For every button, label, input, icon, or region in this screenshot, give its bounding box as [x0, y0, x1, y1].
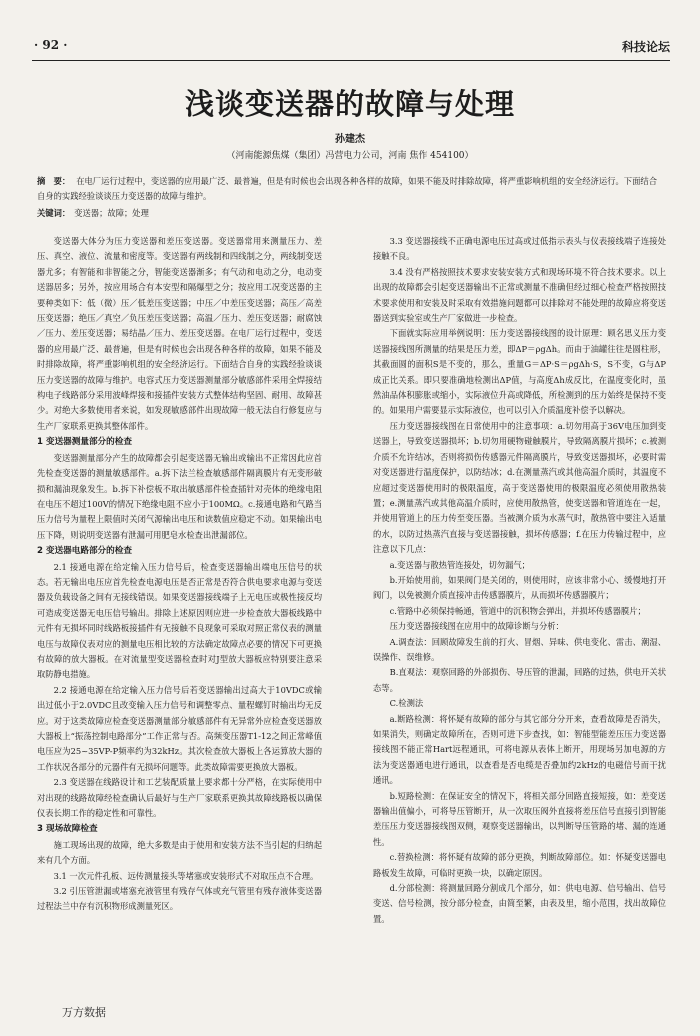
body-paragraph: 3.2 引压管泄漏或堵塞充液管里有残存气体或充气管里有残存液体变送器过程法兰中存有沉积物形成测量死区。 — [37, 886, 322, 912]
keywords-text: 变送器；故障；处理 — [74, 208, 149, 218]
body-paragraph: c.管路中必须保持畅通，管道中的沉积物会弹出，并损坏传感器膜片； — [389, 605, 646, 616]
body-paragraph: C.检测法 — [389, 698, 424, 709]
body-paragraph: 2.3 变送器在线路设计和工艺装配质量上要求都十分严格，在实际使用中对出现的线路故障经检查确认后最好与生产厂家联系更换其故障线路板以确保仪表长期工作的稳定性和可靠性。 — [37, 777, 322, 819]
body-paragraph: b.短路检测：在保证安全的情况下，将相关部分回路直接短接，如：差变送器输出值偏小，可将导压管断开，从一次取压阀外直接将差压信号直接引到智能差压压力变送器接线图双侧，观察变送器输出，以判断导压管路的堵、漏的连通性。 — [373, 790, 666, 847]
running-header — [34, 38, 670, 56]
abstract-text: 在电厂运行过程中，变送器的应用最广泛、最普遍，但是有时候也会出现各种各样的故障，如果不能及时排除故障，将严重影响机组的安全经济运行。下面结合自身的实践经验谈谈压力变送器的故障与维护。 — [37, 176, 657, 202]
body-paragraph: A.调查法：回顾故障发生前的打火、冒烟、异味、供电变化、雷击、潮湿、误操作、误维修。 — [373, 636, 666, 662]
body-paragraph: a.断路检测：将怀疑有故障的部分与其它部分分开来，查看故障是否消失，如果消失，则确定故障所在，否则可进下步查找，如：智能型能差压压力变送器接线图不能正常Hart远程通讯，可将电源从表体上断开，用现场另加电源的方法为变送器通电进行通讯，以查看是否电缆是否叠加约2kHz的电磁信号而干扰通讯。 — [373, 713, 666, 786]
keywords-label: 关键词： — [37, 208, 71, 218]
body-paragraph: 2.1 接通电源在给定输入压力信号后，检查变送器输出端电压信号的状态。若无输出电压应首先检查电源电压是否正常是否符合供电要求电源与变送器及负载设备之间有无接线错误。如果变送器接线端子上无电压或极性接反均可造成变送器无电压信号输出。排除上述原因则应进一步检查放大器板线路中元件有无损坏同时线路板接插件有无接触不良现象可采取对照正常仪表的测量电压与故障仪表对应的测量电压相比较的方法确定故障点必要的情况下可更换有故障的放大器板。在对流量型变送器检查时对J型放大器板应特别要注意采取防静电措施。 — [37, 561, 322, 680]
body-paragraph: a.变送器与散热管连接处，切勿漏气； — [389, 559, 530, 570]
body-paragraph: d.分部检测：将测量回路分割成几个部分，如：供电电源、信号输出、信号变送、信号检测，按分部分检查，由简至繁，由表及里，缩小范围，找出故障位置。 — [373, 883, 666, 924]
section-heading: 2 变送器电路部分的检查 — [37, 546, 132, 557]
header-divider — [32, 60, 670, 61]
section-heading: 1 变送器测量部分的检查 — [37, 437, 132, 448]
body-paragraph: 施工现场出现的故障，绝大多数是由于使用和安装方法不当引起的归纳起来有几个方面。 — [37, 839, 322, 866]
body-paragraph: B.直观法：观察回路的外部损伤、导压管的泄漏，回路的过热，供电开关状态等。 — [373, 667, 666, 693]
body-paragraph: 2.2 接通电源在给定输入压力信号后若变送器输出过高大于10VDC或输出过低小于2.0VDC且改变输入压力信号和调整零点、量程螺钉时输出均无反应。对于这类故障应检查变送器测量部分敏感部件有无异常外应检查变送器放大器板上“振荡控制电路部分”工作正常与否。高频变压器T1-12之间正常峰值电压应为25~35VP-P频率约为32kHz。其次检查放大器板上各运算放大器的工作状况各部分的元器件有无损坏问题等。此类故障需要更换放大器板。 — [37, 684, 322, 772]
body-column-right — [373, 234, 666, 927]
footer-watermark: 万方数据 — [62, 1006, 106, 1019]
body-paragraph: 压力变送器接线图在应用中的故障诊断与分析： — [389, 621, 564, 632]
body-paragraph: 变送器测量部分产生的故障都会引起变送器无输出或输出不正常因此应首先检查变送器的测量敏感部件。a.拆下法兰检查敏感部件隔离膜片有无变形破损和漏油现象发生。b.拆下补偿板不取出敏感部件检查插针对壳体的绝缘电阻在电压不超过100V的情况下绝缘电阻不应小于100MΩ。c.接通电路和气路当压力信号为量程上限值时关闭气源输出电压和读数值应稳定不动。如果输出电压下降，则说明变送器有泄漏可用肥皂水检查出泄漏部位。 — [37, 452, 322, 540]
body-paragraph: 3.3 变送器接线不正确电源电压过高或过低指示表头与仪表接线端子连接处接触不良。 — [373, 236, 666, 262]
section-heading: 3 现场故障检查 — [37, 824, 98, 835]
body-column-left — [37, 234, 322, 915]
body-paragraph: 3.1 一次元件孔板、远传测量接头等堵塞或安装形式不对取压点不合理。 — [53, 870, 319, 881]
body-paragraph: c.替换检测：将怀疑有故障的部分更换，判断故障部位。如：怀疑变送器电路板发生故障，可临时更换一块，以确定原因。 — [373, 852, 666, 878]
abstract-label: 摘 要： — [37, 176, 71, 186]
body-paragraph: 变送器大体分为压力变送器和差压变送器。变送器常用来测量压力、差压、真空、液位、流量和密度等。变送器有两线制和四线制之分，两线制变送器尤多；有智能和非智能之分，智能变送器渐多；有气动和电动之分，电动变送器居多；另外，按应用场合有本安型和隔爆型之分；按应用工况变送器的主要种类如下：低（微）压／低差压变送器；中压／中差压变送器；高压／高差压变送器；绝压／真空／负压差压变送器；高温／压力、差压变送器；耐腐蚀／压力、差压变送器；易结晶／压力、差压变送器。在电厂运行过程中，变送器的应用最广泛、最普遍，但是有时候也会出现各种各样的故障，如果不能及时排除故障，将严重影响机组的安全经济运行。下面结合自身的实践经验谈谈压力变送器的故障与维护。电容式压力变送器测量部分敏感部件采用全焊接结构电子线路部分采用波峰焊接和接插件安装方式整体结构坚固、耐用、故障甚少。对绝大多数使用者来说，如发现敏感部件出现故障一般无法自行修复应与生产厂家联系更换其整体部件。 — [37, 236, 322, 431]
body-paragraph: 压力变送器接线图在日常使用中的注意事项：a.切勿用高于36V电压加到变送器上，导致变送器损坏；b.切勿用硬物碰触膜片，导致隔离膜片损坏；c.被测介质不允许结冰，否则将损伤传感器元件隔离膜片，导致变送器损坏，必要时需对变送器进行温度保护，以防结冰；d.在测量蒸汽或其他高温介质时，其温度不应超过变送器使用时的极限温度，高于变送器使用的极限温度必须使用散热装置；e.测量蒸汽或其他高温介质时，应使用散热管，使变送器和管道连在一起，并使用管道上的压力传至变压器。当被测介质为水蒸气时，散热管中要注入适量的水，以防过热蒸汽直接与变送器接触，损坏传感器；f.在压力传输过程中，应注意以下几点： — [373, 420, 666, 555]
body-paragraph: 3.4 没有严格按照技术要求安装安装方式和现场环境不符合技术要求。以上出现的故障都会引起变送器输出不正常或测量不准确但经过细心检查严格按照技术要求使用和安装及时采取有效措施问题都可以排除对不能处理的故障应将变送器送到实验室或生产厂家做进一步检查。 — [373, 266, 666, 324]
article-author: 孙建杰 — [335, 134, 365, 145]
article-title: 浅谈变送器的故障与处理 — [184, 87, 515, 121]
page-number: · 92 · — [34, 38, 68, 52]
author-affiliation: （河南能源焦煤（集团）冯营电力公司，河南 焦作 454100） — [226, 151, 474, 161]
body-paragraph: b.开始使用前，如果阀门是关闭的，则使用时，应该非常小心、缓慢地打开阀门，以免被测介质直接冲击传感器膜片，从而损坏传感器膜片； — [373, 574, 666, 601]
keywords — [37, 206, 665, 221]
journal-name: 科技论坛 — [621, 40, 670, 54]
body-paragraph: 下面就实际应用举例说明：压力变送器接线图的设计原理：顾名思义压力变送器接线图所测量的结果是压力差，即ΔP＝ρgΔh。而由于油罐往往是圆柱形，其截面圆的面积S是不变的，那么，重量G＝ΔP·S＝ρgΔh·S，S不变，G与ΔP成正比关系。即只要准确地检测出ΔP值，与高度Δh成反比，在温度变化时，虽然油品体积膨胀或缩小，实际液位升高或降低，所检测到的压力始终是保持不变的。如果用户需要显示实际液位，也可以引入介质温度补偿予以解决。 — [373, 328, 666, 416]
abstract — [37, 174, 665, 205]
